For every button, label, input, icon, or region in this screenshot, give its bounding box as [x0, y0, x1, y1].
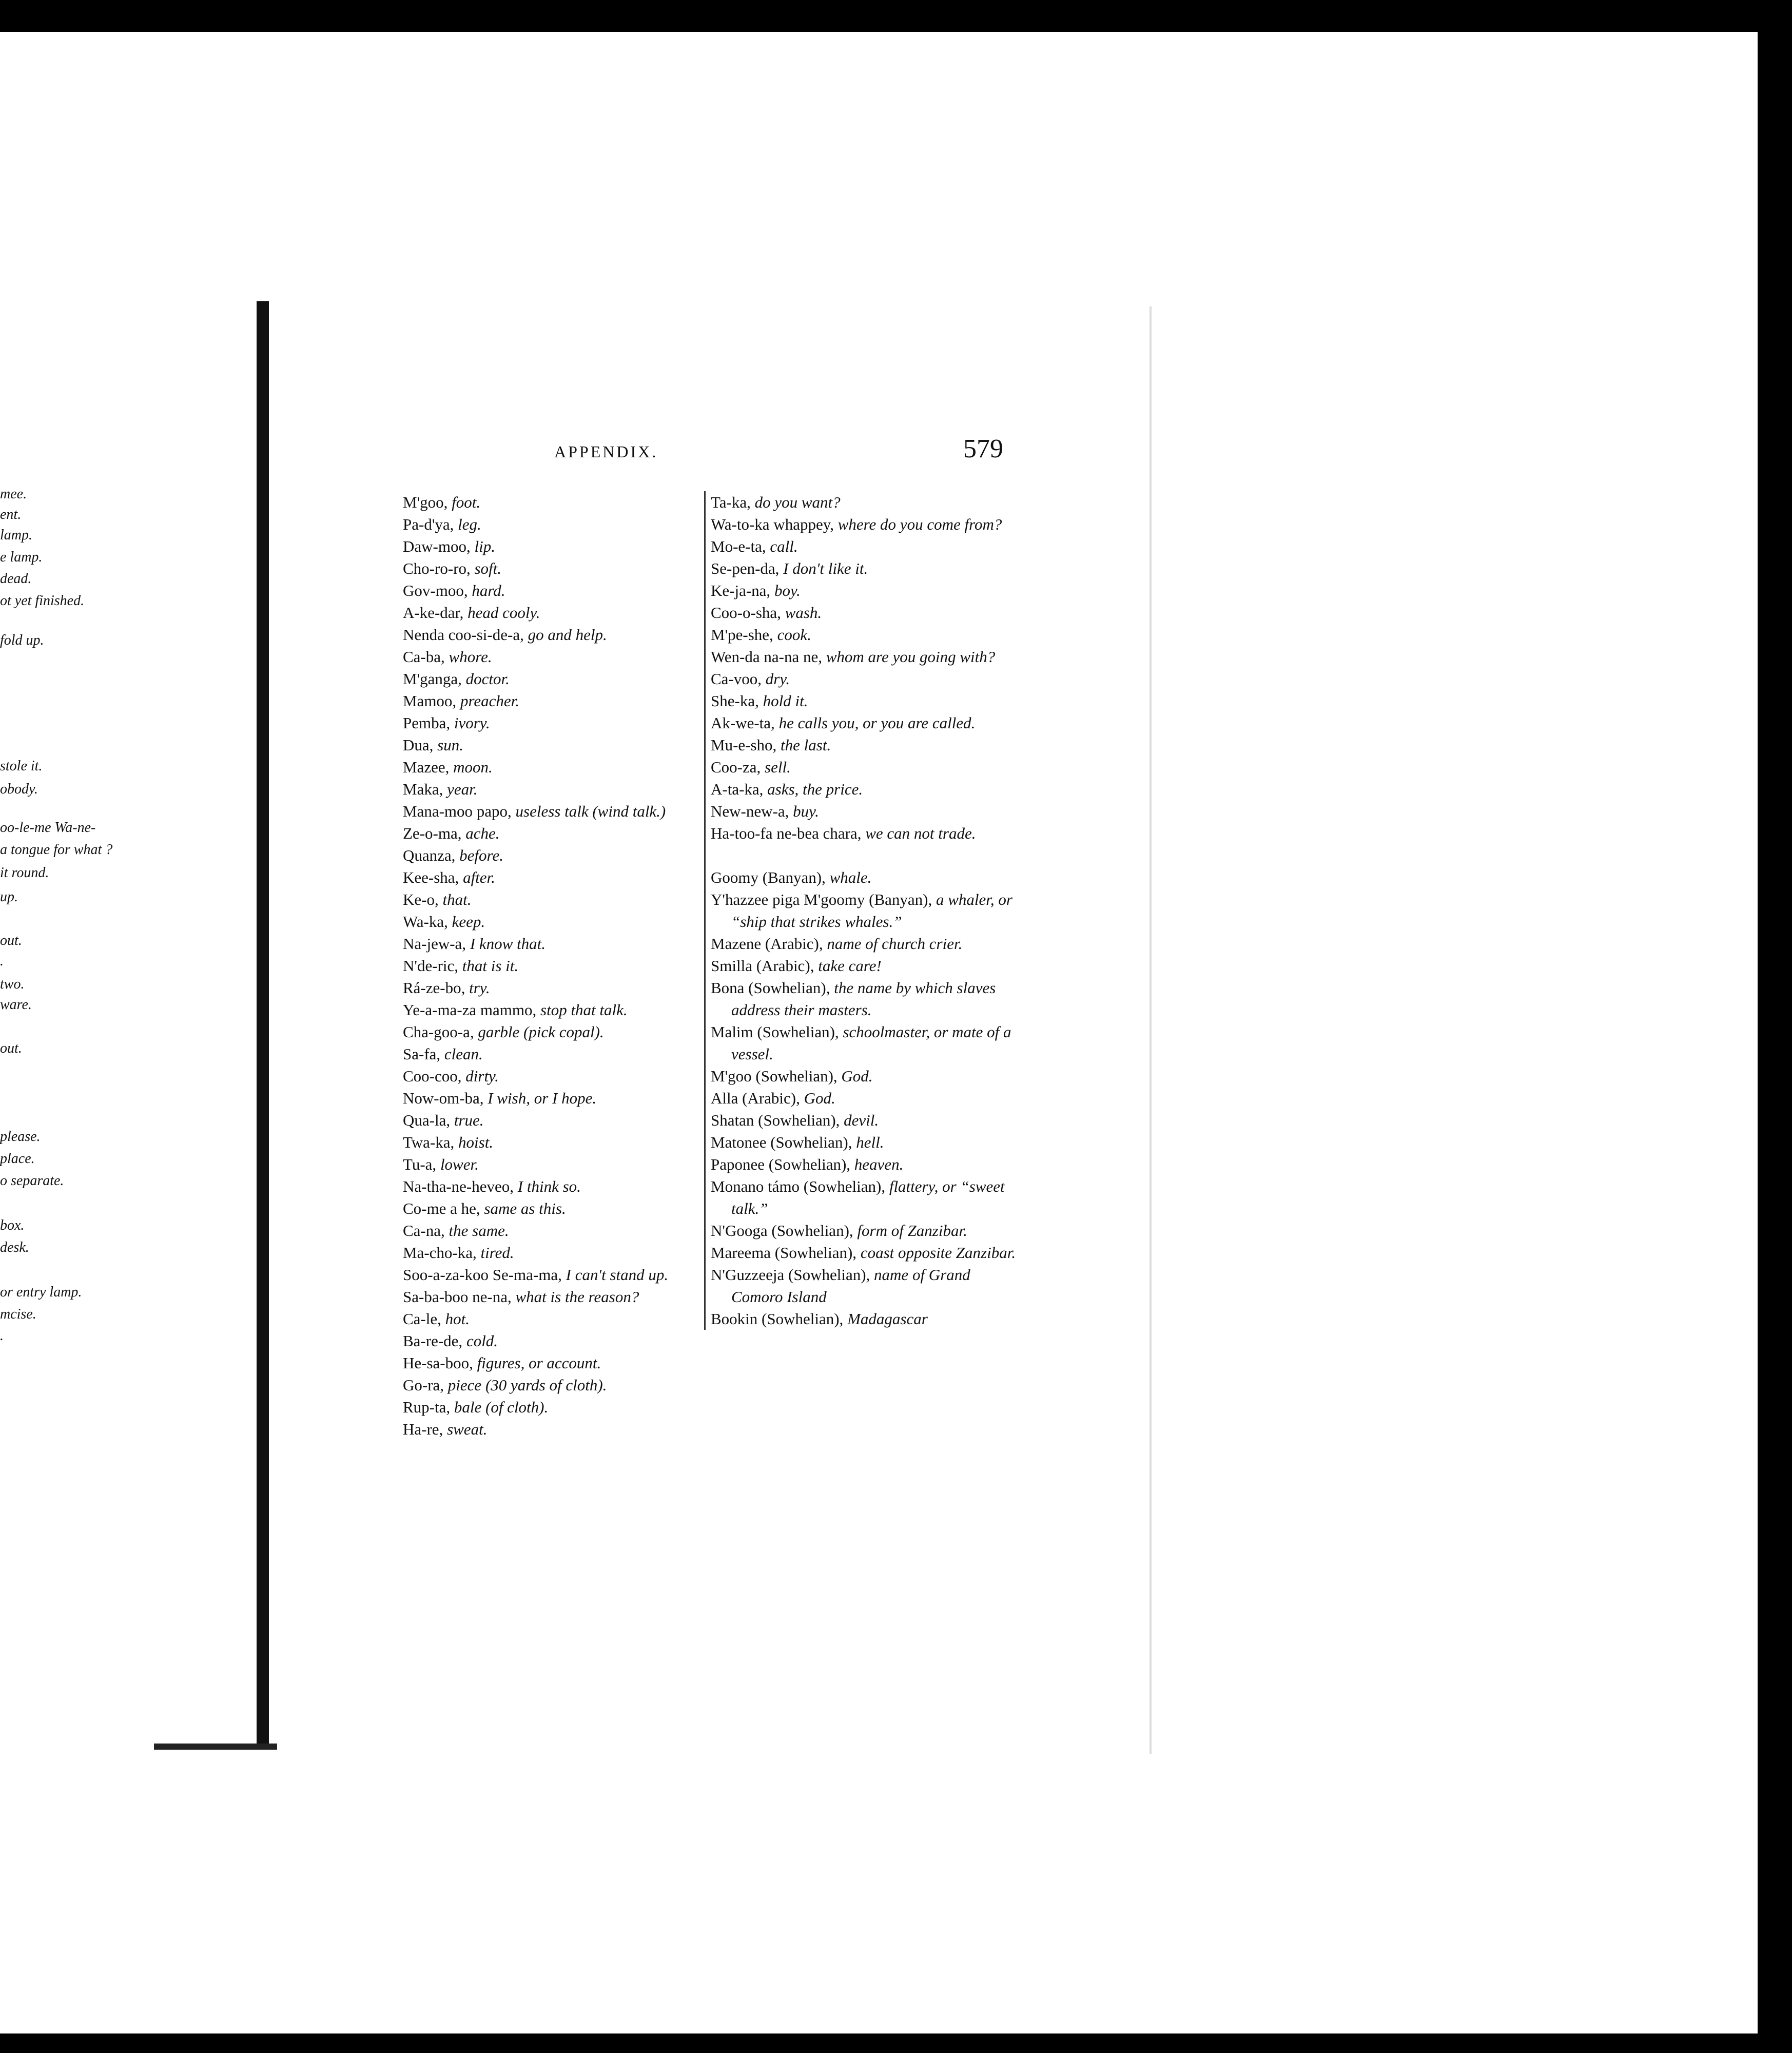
- vocab-entry: [403, 712, 700, 734]
- vocab-gloss: asks, the price.: [767, 780, 863, 798]
- vocab-term: Goomy (Banyan),: [711, 868, 826, 886]
- vocab-entry: [711, 1065, 1023, 1087]
- vocab-term: Coo-coo,: [403, 1067, 462, 1085]
- vocab-gloss: after.: [463, 868, 495, 886]
- vocab-entry: [403, 1264, 700, 1286]
- scan-sheet: [0, 32, 1758, 2033]
- vocab-term: New-new-a,: [711, 802, 789, 820]
- left-page-text-fragment: ot yet finished.: [0, 593, 85, 609]
- left-page-text-fragment: out.: [0, 1040, 22, 1056]
- vocab-entry: [403, 734, 700, 756]
- vocab-gloss: figures, or account.: [477, 1354, 601, 1372]
- vocab-term: Ba-re-de,: [403, 1332, 463, 1350]
- vocab-gloss: schoolmaster, or mate of a vessel.: [731, 1023, 1011, 1063]
- vocab-entry: [711, 778, 1023, 800]
- vocab-gloss: soft.: [474, 559, 502, 577]
- left-page-text-fragment: .: [0, 953, 4, 969]
- vocab-gloss: piece (30 yards of cloth).: [447, 1376, 607, 1394]
- vocab-entry: [711, 866, 1023, 888]
- vocabulary-column-left: [403, 491, 700, 1440]
- vocab-gloss: hoist.: [458, 1133, 494, 1151]
- vocab-term: N'Googa (Sowhelian),: [711, 1222, 853, 1239]
- vocab-gloss: sell.: [765, 758, 791, 776]
- vocab-entry: [711, 602, 1023, 624]
- vocab-entry: [403, 1153, 700, 1175]
- vocab-entry: [711, 624, 1023, 646]
- vocab-term: Wa-ka,: [403, 913, 448, 931]
- vocab-gloss: hell.: [856, 1133, 884, 1151]
- vocab-entry: [711, 977, 1023, 1021]
- vocab-term: Ha-re,: [403, 1420, 443, 1438]
- vocab-entry: [711, 800, 1023, 822]
- vocab-entry: [403, 646, 700, 668]
- vocab-term: Bookin (Sowhelian),: [711, 1310, 844, 1328]
- vocab-term: Kee-sha,: [403, 868, 459, 886]
- vocab-entry: [403, 1197, 700, 1219]
- left-page-text-fragment: place.: [0, 1151, 35, 1167]
- vocab-term: Mamoo,: [403, 692, 457, 710]
- vocab-term: Y'hazzee piga M'goomy (Banyan),: [711, 890, 932, 908]
- vocab-gloss: doctor.: [465, 670, 510, 688]
- vocab-term: M'goo,: [403, 493, 448, 511]
- left-page-text-fragment: desk.: [0, 1239, 29, 1255]
- vocab-gloss: what is the reason?: [515, 1288, 639, 1306]
- vocab-term: Ca-na,: [403, 1222, 445, 1239]
- vocab-entry: [403, 579, 700, 602]
- vocab-term: Ca-voo,: [711, 670, 762, 688]
- vocab-gloss: ache.: [465, 824, 500, 842]
- vocab-term: Ca-le,: [403, 1310, 441, 1328]
- vocab-entry: [711, 557, 1023, 579]
- vocab-gloss: Madagascar: [847, 1310, 928, 1328]
- vocab-gloss: coast opposite Zanzibar.: [860, 1244, 1016, 1262]
- vocab-gloss: year.: [447, 780, 478, 798]
- page-579: [277, 306, 1152, 1754]
- vocab-entry: [403, 1087, 700, 1109]
- vocab-gloss: flattery, or “sweet talk.”: [731, 1177, 1005, 1217]
- left-page-text-fragment: please.: [0, 1129, 41, 1145]
- vocab-gloss: true.: [454, 1111, 484, 1129]
- vocab-term: Twa-ka,: [403, 1133, 455, 1151]
- vocab-entry: [711, 712, 1023, 734]
- vocab-entry: [711, 491, 1023, 513]
- vocab-gloss: sun.: [437, 736, 463, 754]
- vocab-term: Ke-o,: [403, 890, 439, 908]
- vocab-entry: [403, 557, 700, 579]
- vocab-gloss: garble (pick copal).: [478, 1023, 604, 1041]
- vocab-term: Mazene (Arabic),: [711, 935, 823, 953]
- left-page-text-fragment: stole it.: [0, 758, 43, 774]
- vocab-entry: [711, 668, 1023, 690]
- vocab-term: Na-tha-ne-heveo,: [403, 1177, 514, 1195]
- vocab-gloss: keep.: [452, 913, 485, 931]
- vocab-entry: [403, 778, 700, 800]
- vocab-term: Daw-moo,: [403, 537, 471, 555]
- vocab-entry: [403, 933, 700, 955]
- vocab-gloss: the name by which slaves address their masters.: [731, 979, 996, 1019]
- vocab-term: Rup-ta,: [403, 1398, 451, 1416]
- vocab-gloss: hard.: [472, 582, 505, 599]
- vocab-gloss: wash.: [785, 604, 822, 622]
- vocab-gloss: cook.: [777, 626, 811, 644]
- vocab-term: Qua-la,: [403, 1111, 451, 1129]
- vocab-term: Mareema (Sowhelian),: [711, 1244, 857, 1262]
- vocab-term: Quanza,: [403, 846, 456, 864]
- vocab-entry: [403, 1396, 700, 1418]
- vocab-gloss: I wish, or I hope.: [488, 1089, 597, 1107]
- left-page-text-fragment: fold up.: [0, 632, 44, 648]
- vocab-entry: [403, 513, 700, 535]
- vocab-entry: [403, 911, 700, 933]
- vocab-term: Sa-ba-boo ne-na,: [403, 1288, 512, 1306]
- running-head: APPENDIX.: [554, 442, 658, 461]
- vocab-entry: [711, 1175, 1023, 1219]
- vocab-term: M'ganga,: [403, 670, 462, 688]
- vocab-entry: [403, 1131, 700, 1153]
- vocab-gloss: lip.: [474, 537, 495, 555]
- vocab-entry: [403, 977, 700, 999]
- vocab-gloss: that.: [442, 890, 472, 908]
- left-page-text-fragment: mcise.: [0, 1306, 36, 1322]
- vocab-entry: [711, 1109, 1023, 1131]
- vocab-term: Monano támo (Sowhelian),: [711, 1177, 886, 1195]
- vocab-term: Malim (Sowhelian),: [711, 1023, 839, 1041]
- vocab-term: She-ka,: [711, 692, 759, 710]
- page-number: 579: [963, 434, 1003, 463]
- vocab-entry: [403, 1308, 700, 1330]
- vocab-term: Soo-a-za-koo Se-ma-ma,: [403, 1266, 562, 1284]
- vocab-entry: [403, 955, 700, 977]
- vocab-entry: [711, 1153, 1023, 1175]
- left-page-text-fragment: oo-le-me Wa-ne-: [0, 820, 96, 836]
- vocab-entry: [711, 579, 1023, 602]
- vocab-gloss: name of church crier.: [827, 935, 963, 953]
- vocab-gloss: form of Zanzibar.: [857, 1222, 967, 1239]
- vocab-gloss: foot.: [452, 493, 481, 511]
- vocab-term: Mo-e-ta,: [711, 537, 766, 555]
- vocab-term: Ke-ja-na,: [711, 582, 771, 599]
- vocab-gloss: useless talk (wind talk.): [515, 802, 666, 820]
- vocab-term: Gov-moo,: [403, 582, 468, 599]
- vocab-entry: [711, 756, 1023, 778]
- vocab-term: Ha-too-fa ne-bea chara,: [711, 824, 862, 842]
- vocab-gloss: hold it.: [763, 692, 808, 710]
- vocab-entry: [403, 1109, 700, 1131]
- vocab-term: Maka,: [403, 780, 443, 798]
- vocab-term: Cho-ro-ro,: [403, 559, 471, 577]
- vocab-gloss: he calls you, or you are called.: [778, 714, 976, 732]
- vocab-gloss: call.: [770, 537, 798, 555]
- vocab-gloss: God.: [841, 1067, 873, 1085]
- vocab-term: Dua,: [403, 736, 434, 754]
- vocab-gloss: where do you come from?: [837, 515, 1002, 533]
- vocab-gloss: I know that.: [470, 935, 546, 953]
- left-page-text-fragment: ware.: [0, 997, 32, 1013]
- vocab-entry: [403, 690, 700, 712]
- vocab-term: Mu-e-sho,: [711, 736, 777, 754]
- vocab-gloss: leg.: [458, 515, 481, 533]
- vocab-term: Mana-moo papo,: [403, 802, 512, 820]
- vocab-entry: [403, 844, 700, 866]
- vocab-entry: [711, 888, 1023, 933]
- vocab-term: Ye-a-ma-za mammo,: [403, 1001, 537, 1019]
- vocab-entry: [403, 866, 700, 888]
- vocab-gloss: I think so.: [517, 1177, 581, 1195]
- vocab-gloss: whale.: [829, 868, 872, 886]
- vocab-gloss: dirty.: [465, 1067, 499, 1085]
- vocab-entry: [711, 513, 1023, 535]
- vocab-entry: [711, 690, 1023, 712]
- vocab-gloss: I can't stand up.: [566, 1266, 669, 1284]
- vocab-entry: [711, 535, 1023, 557]
- vocab-gloss: clean.: [444, 1045, 483, 1063]
- left-page-text-fragment: lamp.: [0, 527, 32, 543]
- vocab-term: Shatan (Sowhelian),: [711, 1111, 840, 1129]
- vocab-entry: [711, 933, 1023, 955]
- vocab-entry: [711, 822, 1023, 844]
- vocab-term: Se-pen-da,: [711, 559, 780, 577]
- left-page-text-fragment: dead.: [0, 571, 32, 587]
- vocab-term: Wen-da na-na ne,: [711, 648, 822, 666]
- vocab-entry: [711, 1021, 1023, 1065]
- vocab-term: N'Guzzeeja (Sowhelian),: [711, 1266, 870, 1284]
- vocab-term: Cha-goo-a,: [403, 1023, 474, 1041]
- vocab-term: Ak-we-ta,: [711, 714, 775, 732]
- vocabulary-column-right: [704, 491, 1023, 1330]
- vocab-gloss: buy.: [793, 802, 819, 820]
- vocab-term: He-sa-boo,: [403, 1354, 473, 1372]
- vocab-entry: [403, 1219, 700, 1242]
- vocab-term: Paponee (Sowhelian),: [711, 1155, 851, 1173]
- vocab-entry: [403, 1374, 700, 1396]
- left-page-text-fragment: box.: [0, 1217, 25, 1233]
- vocab-entry: [403, 535, 700, 557]
- vocab-term: Now-om-ba,: [403, 1089, 484, 1107]
- vocab-gloss: the last.: [781, 736, 831, 754]
- vocab-gloss: moon.: [453, 758, 493, 776]
- left-page-fragment: [0, 301, 269, 1749]
- vocab-term: Sa-fa,: [403, 1045, 441, 1063]
- vocab-entry: [403, 1043, 700, 1065]
- vocab-term: Matonee (Sowhelian),: [711, 1133, 852, 1151]
- vocab-gloss: dry.: [765, 670, 790, 688]
- vocab-gloss: before.: [459, 846, 503, 864]
- vocab-term: Nenda coo-si-de-a,: [403, 626, 524, 644]
- vocab-term: A-ta-ka,: [711, 780, 764, 798]
- vocab-gloss: hot.: [445, 1310, 470, 1328]
- vocab-entry: [711, 1131, 1023, 1153]
- vocab-term: Tu-a,: [403, 1155, 437, 1173]
- vocab-gloss: stop that talk.: [540, 1001, 628, 1019]
- vocab-entry: [711, 1087, 1023, 1109]
- vocab-term: N'de-ric,: [403, 957, 459, 975]
- vocab-gloss: tired.: [480, 1244, 514, 1262]
- vocab-entry: [403, 1286, 700, 1308]
- left-page-text-fragment: it round.: [0, 865, 49, 881]
- vocab-term: M'goo (Sowhelian),: [711, 1067, 837, 1085]
- left-page-text-fragment: .: [0, 1328, 4, 1344]
- vocab-gloss: boy.: [774, 582, 801, 599]
- left-page-text-fragment: o separate.: [0, 1173, 64, 1189]
- vocab-gloss: take care!: [818, 957, 882, 975]
- vocab-gloss: do you want?: [754, 493, 841, 511]
- vocab-gloss: cold.: [466, 1332, 498, 1350]
- page-header: [277, 306, 1150, 463]
- vocab-entry: [711, 1219, 1023, 1242]
- left-page-text-fragment: obody.: [0, 781, 38, 797]
- vocab-term: Ma-cho-ka,: [403, 1244, 477, 1262]
- vocab-entry: [711, 1264, 1023, 1308]
- vocab-gloss: bale (of cloth).: [454, 1398, 549, 1416]
- vocab-gloss: go and help.: [528, 626, 607, 644]
- left-page-text-fragment: out.: [0, 933, 22, 948]
- vocab-gloss: whore.: [449, 648, 492, 666]
- vocab-entry: [711, 646, 1023, 668]
- vocab-gloss: heaven.: [854, 1155, 904, 1173]
- vocab-gloss: devil.: [844, 1111, 879, 1129]
- vocab-entry: [403, 800, 700, 822]
- vocab-term: Coo-o-sha,: [711, 604, 781, 622]
- vocab-entry: [403, 1021, 700, 1043]
- vocab-term: Ca-ba,: [403, 648, 445, 666]
- vocab-entry: [711, 955, 1023, 977]
- vocab-term: Alla (Arabic),: [711, 1089, 800, 1107]
- vocab-entry: [711, 1308, 1023, 1330]
- vocab-gloss: that is it.: [462, 957, 519, 975]
- vocab-entry: [711, 1242, 1023, 1264]
- entry-gap: [711, 844, 1023, 866]
- vocab-term: Bona (Sowhelian),: [711, 979, 830, 997]
- vocab-term: Ta-ka,: [711, 493, 751, 511]
- left-page-text-fragment: a tongue for what ?: [0, 842, 113, 858]
- vocab-entry: [403, 1175, 700, 1197]
- vocab-entry: [403, 999, 700, 1021]
- vocab-entry: [403, 888, 700, 911]
- vocab-entry: [403, 1330, 700, 1352]
- vocab-gloss: sweat.: [447, 1420, 488, 1438]
- vocab-entry: [403, 491, 700, 513]
- vocab-gloss: name of Grand Comoro Island: [731, 1266, 970, 1306]
- vocab-term: Mazee,: [403, 758, 450, 776]
- vocab-gloss: the same.: [449, 1222, 509, 1239]
- left-page-text-fragment: mee.: [0, 486, 27, 502]
- vocab-gloss: whom are you going with?: [826, 648, 996, 666]
- left-page-text-fragment: ent.: [0, 507, 22, 522]
- vocab-entry: [403, 668, 700, 690]
- vocab-term: Ze-o-ma,: [403, 824, 462, 842]
- vocab-entry: [403, 602, 700, 624]
- vocab-gloss: we can not trade.: [865, 824, 976, 842]
- vocab-gloss: God.: [804, 1089, 835, 1107]
- left-page-text-fragment: or entry lamp.: [0, 1284, 82, 1300]
- vocab-gloss: a whaler, or “ship that strikes whales.”: [731, 890, 1012, 931]
- vocab-entry: [403, 1352, 700, 1374]
- vocab-term: Rá-ze-bo,: [403, 979, 465, 997]
- vocab-term: Pemba,: [403, 714, 451, 732]
- vocab-gloss: lower.: [440, 1155, 479, 1173]
- vocab-term: M'pe-she,: [711, 626, 773, 644]
- vocab-term: Pa-d'ya,: [403, 515, 454, 533]
- left-page-text-fragment: e lamp.: [0, 549, 43, 565]
- vocab-entry: [403, 1242, 700, 1264]
- vocab-entry: [403, 1065, 700, 1087]
- vocab-term: A-ke-dar,: [403, 604, 464, 622]
- vocab-term: Coo-za,: [711, 758, 761, 776]
- vocab-entry: [403, 756, 700, 778]
- vocab-term: Na-jew-a,: [403, 935, 466, 953]
- vocab-term: Go-ra,: [403, 1376, 444, 1394]
- vocab-entry: [711, 734, 1023, 756]
- vocab-entry: [403, 822, 700, 844]
- vocab-gloss: preacher.: [460, 692, 520, 710]
- vocab-gloss: try.: [469, 979, 490, 997]
- vocab-gloss: head cooly.: [468, 604, 540, 622]
- vocab-gloss: ivory.: [454, 714, 490, 732]
- vocab-gloss: I don't like it.: [783, 559, 868, 577]
- left-page-text-fragment: up.: [0, 889, 18, 905]
- vocab-term: Smilla (Arabic),: [711, 957, 814, 975]
- vocab-entry: [403, 624, 700, 646]
- vocab-entry: [403, 1418, 700, 1440]
- left-page-text-fragment: two.: [0, 976, 25, 992]
- vocab-term: Wa-to-ka whappey,: [711, 515, 834, 533]
- vocab-term: Co-me a he,: [403, 1199, 480, 1217]
- vocab-gloss: same as this.: [484, 1199, 566, 1217]
